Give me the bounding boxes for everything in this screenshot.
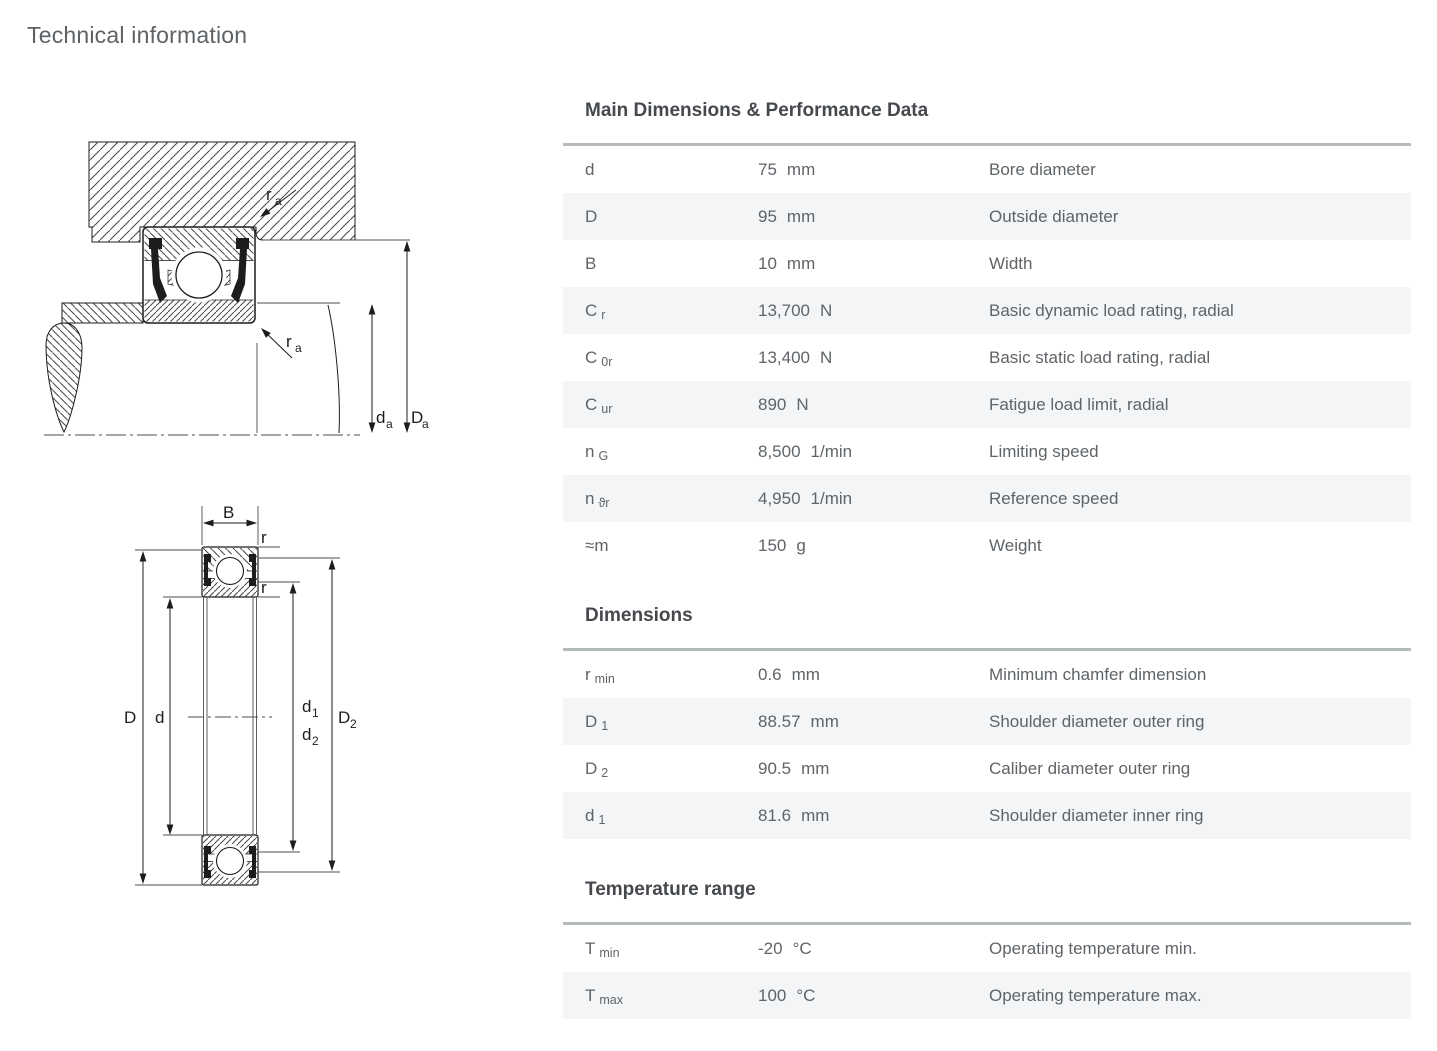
bearing-bottom-section (202, 835, 258, 885)
unit: mm (801, 805, 830, 825)
dimension-d1-d2 (258, 582, 319, 852)
symbol-subscript: 0r (601, 354, 613, 369)
symbol: ≈m (585, 535, 609, 555)
bearing-top-section (202, 547, 258, 597)
dimension-B (202, 503, 258, 545)
symbol: D (585, 711, 598, 731)
symbol-subscript: min (594, 671, 615, 686)
shaft-section (62, 303, 143, 323)
table-row (563, 972, 1411, 1019)
description: Caliber diameter outer ring (989, 758, 1191, 778)
bore-lines (204, 597, 257, 835)
description: Limiting speed (989, 441, 1099, 461)
unit: N (820, 300, 833, 320)
value: 81.6 (758, 805, 792, 825)
value-cell (758, 939, 989, 959)
symbol-subscript: min (599, 945, 620, 960)
d2-label: d (302, 725, 312, 744)
bearing-dimension-drawing (100, 490, 380, 920)
unit: N (820, 347, 833, 367)
table-dimensions (563, 648, 1411, 839)
value-cell (758, 254, 989, 274)
description: Basic static load rating, radial (989, 347, 1211, 367)
description: Reference speed (989, 488, 1119, 508)
value: 13,700 (758, 300, 810, 320)
unit: mm (786, 159, 816, 179)
table-row (563, 925, 1411, 972)
symbol-cell (563, 207, 758, 227)
symbol-cell (563, 301, 758, 321)
value-cell (758, 536, 989, 556)
unit: mm (791, 664, 820, 684)
unit: 1/min (810, 441, 853, 461)
dimension-d (155, 597, 202, 835)
ball (176, 252, 222, 298)
description: Weight (989, 535, 1042, 555)
unit: °C (796, 985, 816, 1005)
dimension-Da (404, 241, 429, 433)
value-cell (758, 759, 989, 779)
ra-label-sub: a (275, 194, 282, 208)
table-row (563, 193, 1411, 240)
leader-ra-bottom (259, 326, 302, 358)
unit: mm (810, 711, 839, 731)
unit: mm (786, 253, 816, 273)
value: 88.57 (758, 711, 801, 731)
Da-label: D (411, 408, 424, 427)
symbol-cell (563, 986, 758, 1006)
bearing-section (143, 227, 255, 323)
shaft-fillet-lobe (46, 323, 82, 432)
symbol: B (585, 253, 597, 273)
r-label: r (261, 578, 267, 597)
symbol-cell (563, 665, 758, 685)
value: 8,500 (758, 441, 801, 461)
symbol-cell (563, 160, 758, 180)
symbol-subscript: 1 (601, 718, 609, 733)
description: Shoulder diameter inner ring (989, 805, 1204, 825)
D2-label-sub: 2 (350, 717, 357, 731)
chamfer-r-bottom (258, 578, 280, 597)
description: Fatigue load limit, radial (989, 394, 1169, 414)
description: Minimum chamfer dimension (989, 664, 1207, 684)
value: -20 (758, 938, 783, 958)
symbol-subscript: G (598, 448, 609, 463)
da-label-sub: a (386, 417, 393, 431)
symbol-subscript: ur (601, 401, 613, 416)
ball (217, 848, 244, 875)
symbol-subscript: max (599, 992, 624, 1007)
D2-label: D (338, 708, 351, 727)
symbol: r (585, 664, 591, 684)
value-cell (758, 348, 989, 368)
unit: 1/min (810, 488, 853, 508)
section-title: Temperature range (585, 879, 756, 900)
value-cell (758, 442, 989, 462)
table-row (563, 745, 1411, 792)
symbol: n (585, 488, 595, 508)
symbol: T (585, 938, 596, 958)
symbol-cell (563, 348, 758, 368)
B-label: B (223, 503, 235, 522)
ball (217, 558, 244, 585)
value: 890 (758, 394, 787, 414)
ra-label: r (266, 185, 272, 204)
value-cell (758, 489, 989, 509)
symbol-subscript: r (601, 307, 606, 322)
r-label: r (261, 528, 267, 547)
symbol-cell (563, 254, 758, 274)
value: 100 (758, 985, 787, 1005)
value: 75 (758, 159, 777, 179)
unit: N (796, 394, 809, 414)
symbol-cell (563, 712, 758, 732)
description: Basic dynamic load rating, radial (989, 300, 1234, 320)
symbol-cell (563, 806, 758, 826)
shaft-break-line (328, 305, 339, 433)
value-cell (758, 986, 989, 1006)
unit: mm (786, 206, 816, 226)
d2-label-sub: 2 (312, 734, 319, 748)
section-title: Dimensions (585, 605, 693, 626)
table-row (563, 287, 1411, 334)
symbol-cell (563, 489, 758, 509)
value: 90.5 (758, 758, 792, 778)
d1-label-sub: 1 (312, 706, 319, 720)
table-row (563, 475, 1411, 522)
symbol: d (585, 159, 595, 179)
value-cell (758, 665, 989, 685)
symbol-cell (563, 442, 758, 462)
unit: °C (792, 938, 812, 958)
description: Outside diameter (989, 206, 1119, 226)
D-label: D (124, 708, 137, 727)
section-main-dimensions (563, 98, 1411, 569)
chamfer-r-top (258, 528, 280, 547)
value-cell (758, 160, 989, 180)
description: Operating temperature min. (989, 938, 1197, 958)
section-temperature-range (563, 877, 1411, 1019)
symbol: d (585, 805, 595, 825)
value: 4,950 (758, 488, 801, 508)
symbol-cell (563, 395, 758, 415)
symbol: C (585, 394, 598, 414)
symbol: C (585, 347, 598, 367)
symbol-cell (563, 536, 758, 556)
da-label: d (376, 408, 386, 427)
table-row (563, 522, 1411, 569)
ra-label-sub: a (295, 341, 302, 355)
table-row (563, 240, 1411, 287)
symbol: T (585, 985, 596, 1005)
d-label: d (155, 708, 165, 727)
table-row (563, 146, 1411, 193)
symbol-cell (563, 759, 758, 779)
d1-label: d (302, 697, 312, 716)
description: Shoulder diameter outer ring (989, 711, 1205, 731)
description: Width (989, 253, 1033, 273)
symbol: n (585, 441, 595, 461)
symbol: D (585, 758, 598, 778)
ra-label: r (286, 332, 292, 351)
table-row (563, 792, 1411, 839)
symbol-subscript: ϑr (598, 495, 610, 510)
value-cell (758, 395, 989, 415)
section-dimensions (563, 603, 1411, 839)
page-title: Technical information (27, 22, 248, 48)
value: 150 (758, 535, 787, 555)
table-row (563, 428, 1411, 475)
table-row (563, 698, 1411, 745)
value: 0.6 (758, 664, 782, 684)
symbol-cell (563, 939, 758, 959)
value-cell (758, 806, 989, 826)
unit: g (796, 535, 806, 555)
table-row (563, 381, 1411, 428)
dimension-da (369, 304, 393, 433)
symbol: D (585, 206, 598, 226)
value-cell (758, 301, 989, 321)
bearing-mounting-drawing (30, 120, 470, 460)
table-temperature-range (563, 922, 1411, 1019)
symbol-subscript: 1 (598, 812, 606, 827)
table-row (563, 334, 1411, 381)
table-main-dimensions (563, 143, 1411, 569)
description: Operating temperature max. (989, 985, 1202, 1005)
unit: mm (801, 758, 830, 778)
symbol-subscript: 2 (601, 765, 609, 780)
value-cell (758, 712, 989, 732)
table-row (563, 651, 1411, 698)
section-title: Main Dimensions & Performance Data (585, 100, 929, 121)
symbol: C (585, 300, 598, 320)
value-cell (758, 207, 989, 227)
value: 13,400 (758, 347, 810, 367)
description: Bore diameter (989, 159, 1096, 179)
value: 10 (758, 253, 777, 273)
value: 95 (758, 206, 777, 226)
Da-label-sub: a (422, 417, 429, 431)
